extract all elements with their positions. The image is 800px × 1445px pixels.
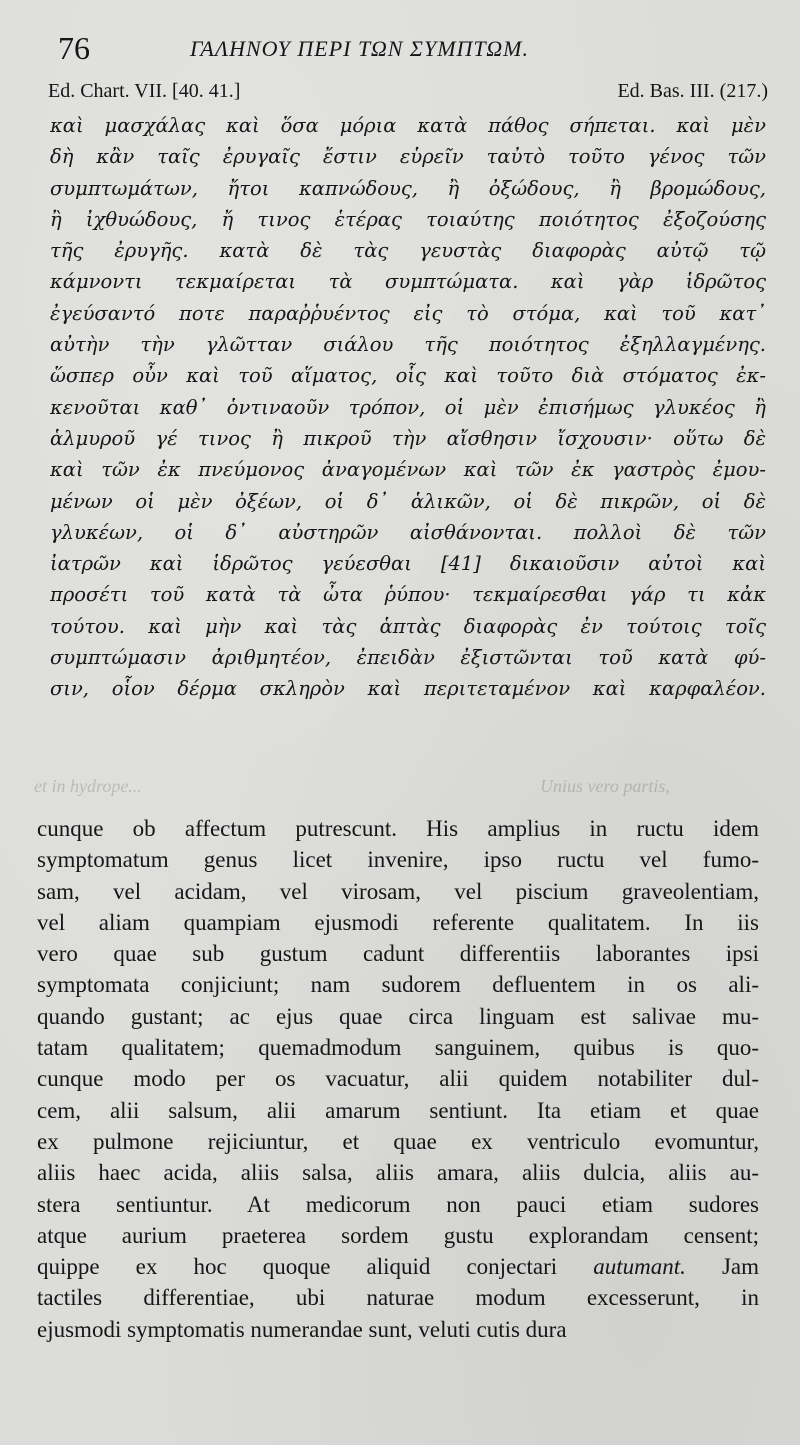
greek-text-line: γλυκέων, οἱ δ᾿ αὐστηρῶν αἰσθάνονται. πολλοὶ δὲ τῶν xyxy=(50,520,766,544)
page-number: 76 xyxy=(58,30,90,66)
latin-italic-word: autumant. xyxy=(593,1254,686,1280)
latin-text-line: cunque ob affectum putrescunt. His amplius in ructu idem xyxy=(37,816,759,841)
latin-text-line: ex pulmone rejiciuntur, et quae ex ventriculo evomuntur, xyxy=(37,1128,759,1154)
latin-text-line: tactiles differentiae, ubi naturae modum excesserunt, in xyxy=(37,1285,759,1311)
latin-text-segment: quippe ex hoc quoque aliquid conjectari xyxy=(37,1254,558,1280)
greek-text-line: ἁλμυροῦ γέ τινος ἢ πικροῦ τὴν αἴσθησιν ἴσχουσιν· οὕτω δὲ xyxy=(50,426,766,450)
greek-text-line: συμπτωμάτων, ἤτοι καπνώδους, ἢ ὀξώδους, ἢ βρομώδους, xyxy=(50,176,766,200)
greek-text-line: μένων οἱ μὲν ὀξέων, οἱ δ᾿ ἁλικῶν, οἱ δὲ πικρῶν, οἱ δὲ xyxy=(50,489,766,513)
greek-text-line: καὶ τῶν ἐκ πνεύμονος ἀναγομένων καὶ τῶν ἐκ γαστρὸς ἐμου- xyxy=(50,458,766,482)
greek-text-line: κενοῦται καθ᾿ ὁντιναοῦν τρόπον, οἱ μὲν ἐπισήμως γλυκέος ἢ xyxy=(50,395,766,419)
greek-text-block xyxy=(50,110,766,705)
latin-text-line xyxy=(37,1251,759,1282)
latin-text-line: symptomata conjiciunt; nam sudorem defluentem in os ali- xyxy=(37,972,759,998)
greek-text-line: ἐγεύσαντό ποτε παραῤῥυέντος εἰς τὸ στόμα, καὶ τοῦ κατ᾿ xyxy=(50,301,766,325)
latin-text-line: cem, alii salsum, alii amarum sentiunt. Ita etiam et quae xyxy=(37,1097,759,1123)
edition-references xyxy=(48,78,768,106)
latin-text-line: ejusmodi symptomatis numerandae sunt, veluti cutis dura xyxy=(37,1316,567,1342)
latin-text-line: atque aurium praeterea sordem gustu explorandam censent; xyxy=(37,1222,759,1248)
greek-text-line: τῆς ἐρυγῆς. κατὰ δὲ τὰς γευστὰς διαφορὰς αὐτῷ τῷ xyxy=(50,239,766,263)
running-title: ΓΑΛΗΝΟΥ ΠΕΡΙ ΤΩΝ ΣΥΜΠΤΩΜ. xyxy=(190,36,530,61)
latin-text-line: stera sentiuntur. At medicorum non pauci etiam sudores xyxy=(37,1191,759,1217)
greek-text-line: ἰατρῶν καὶ ἱδρῶτος γεύεσθαι [41] δικαιοῦσιν αὐτοὶ καὶ xyxy=(50,552,766,576)
edition-chart-reference: Ed. Chart. VII. [40. 41.] xyxy=(48,80,241,102)
latin-text-line: tatam qualitatem; quemadmodum sanguinem, quibus is quo- xyxy=(37,1035,759,1061)
greek-text-line: αὐτὴν τὴν γλῶτταν σιάλου τῆς ποιότητος ἐξηλλαγμένης. xyxy=(50,333,766,357)
greek-text-line: καὶ μασχάλας καὶ ὅσα μόρια κατὰ πάθος σήπεται. καὶ μὲν xyxy=(50,114,766,137)
greek-text-line: σιν, οἷον δέρμα σκληρὸν καὶ περιτεταμένον καὶ καρφαλέον. xyxy=(50,677,766,701)
latin-text-segment: Jam xyxy=(721,1254,759,1280)
greek-text-line: ὥσπερ οὖν καὶ τοῦ αἵματος, οἷς καὶ τοῦτο διὰ στόματος ἐκ- xyxy=(50,364,766,388)
latin-text-line: symptomatum genus licet invenire, ipso ructu vel fumo- xyxy=(37,847,759,873)
greek-text-line: δὴ κἂν ταῖς ἐρυγαῖς ἔστιν εὑρεῖν ταὐτὸ τοῦτο γένος τῶν xyxy=(50,145,766,169)
latin-text-line: sam, vel acidam, vel virosam, vel piscium graveolentiam, xyxy=(37,878,759,904)
greek-text-line: συμπτώμασιν ἀριθμητέον, ἐπειδὰν ἐξιστῶνται τοῦ κατὰ φύ- xyxy=(50,646,766,670)
page-header xyxy=(58,24,748,70)
greek-text-line: τούτου. καὶ μὴν καὶ τὰς ἁπτὰς διαφορὰς ἐν τούτοις τοῖς xyxy=(50,614,766,638)
latin-text-line: quando gustant; ac ejus quae circa linguam est salivae mu- xyxy=(37,1003,759,1029)
greek-text-line: ἢ ἰχθυώδους, ἤ τινος ἑτέρας τοιαύτης ποιότητος ἐξοζούσης xyxy=(50,207,766,231)
latin-text-line: vel aliam quampiam ejusmodi referente qualitatem. In iis xyxy=(37,909,759,935)
edition-bas-reference: Ed. Bas. III. (217.) xyxy=(617,80,768,102)
latin-text-line: vero quae sub gustum cadunt differentiis laborantes ipsi xyxy=(37,941,759,967)
bleed-through-text xyxy=(0,774,800,798)
bleed-through-right: Unius vero partis, xyxy=(540,776,670,796)
greek-text-line: προσέτι τοῦ κατὰ τὰ ὦτα ῥύπου· τεκμαίρεσθαι γάρ τι κἀκ xyxy=(50,583,766,607)
bleed-through-left: et in hydrope... xyxy=(34,776,142,796)
latin-text-block xyxy=(37,813,759,1345)
latin-text-line: aliis haec acida, aliis salsa, aliis amara, aliis dulcia, aliis au- xyxy=(37,1160,759,1186)
latin-text-line: cunque modo per os vacuatur, alii quidem notabiliter dul- xyxy=(37,1066,759,1092)
greek-text-line: κάμνοντι τεκμαίρεται τὰ συμπτώματα. καὶ γὰρ ἱδρῶτος xyxy=(50,270,766,294)
